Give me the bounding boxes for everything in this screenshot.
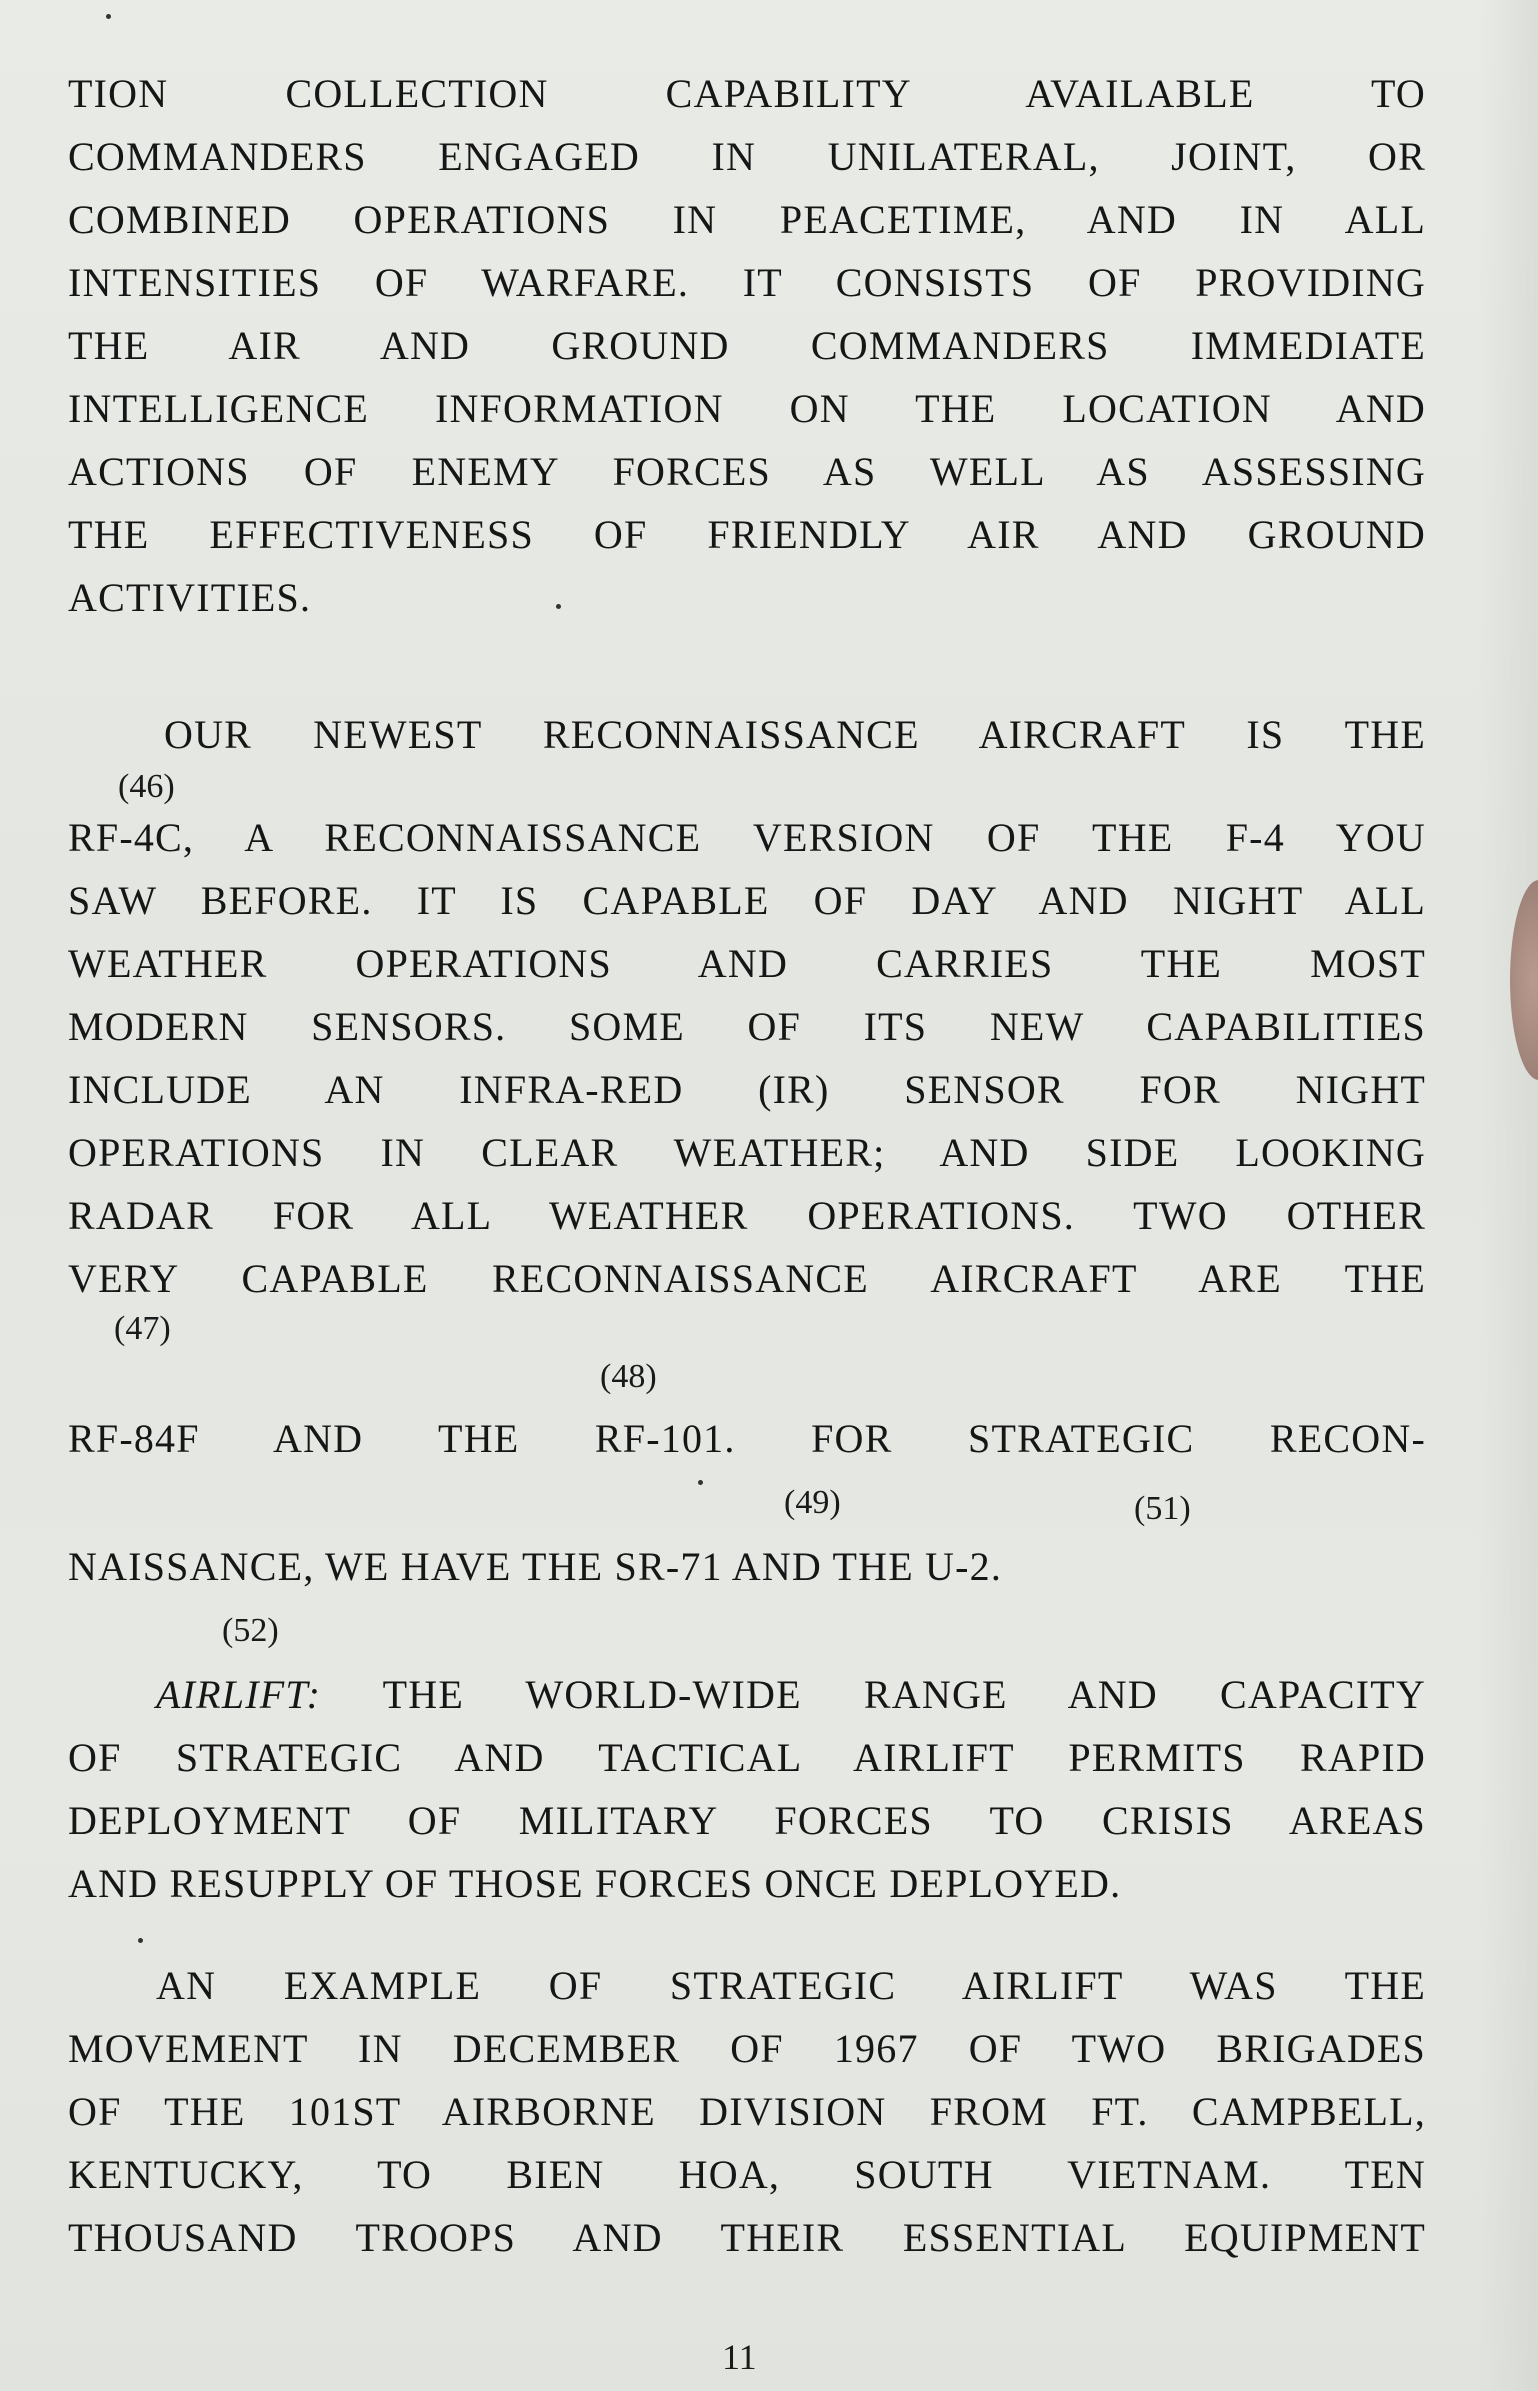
text-line: OF THE 101ST AIRBORNE DIVISION FROM FT. CAMPBELL, — [68, 2089, 1426, 2134]
text-line: OF STRATEGIC AND TACTICAL AIRLIFT PERMITS RAPID — [68, 1735, 1426, 1780]
text-line: RF-84F AND THE RF-101. FOR STRATEGIC RECON- — [68, 1416, 1426, 1461]
paragraph-intelligence — [68, 62, 1426, 629]
text-line: KENTUCKY, TO BIEN HOA, SOUTH VIETNAM. TEN — [68, 2152, 1426, 2197]
reference-number: (48) — [600, 1358, 657, 1395]
text-line: RF-4C, A RECONNAISSANCE VERSION OF THE F-4 YOU — [68, 815, 1426, 860]
page-edge-shadow — [1478, 0, 1538, 2391]
text-line: COMBINED OPERATIONS IN PEACETIME, AND IN ALL — [68, 197, 1426, 242]
text-line: DEPLOYMENT OF MILITARY FORCES TO CRISIS AREAS — [68, 1798, 1426, 1843]
text-line: AND RESUPPLY OF THOSE FORCES ONCE DEPLOYED. — [68, 1861, 1122, 1906]
text-line: ACTIVITIES. — [68, 575, 312, 620]
airlift-heading: AIRLIFT: — [156, 1672, 322, 1717]
text-line: RADAR FOR ALL WEATHER OPERATIONS. TWO OTHER — [68, 1193, 1426, 1238]
text-line: NAISSANCE, WE HAVE THE SR-71 AND THE U-2. — [68, 1544, 1003, 1589]
paragraph-airlift — [68, 1663, 1426, 1915]
paragraph-reconnaissance-line-10 — [68, 1407, 1426, 1470]
text-line: THE AIR AND GROUND COMMANDERS IMMEDIATE — [68, 323, 1426, 368]
print-speck — [138, 1938, 143, 1943]
page-number: 11 — [722, 2337, 757, 2377]
text-line: TION COLLECTION CAPABILITY AVAILABLE TO — [68, 71, 1426, 116]
text-line: VERY CAPABLE RECONNAISSANCE AIRCRAFT ARE THE — [68, 1256, 1426, 1301]
reference-number: (47) — [114, 1310, 171, 1347]
text-line: MODERN SENSORS. SOME OF ITS NEW CAPABILITIES — [68, 1004, 1426, 1049]
print-speck — [698, 1480, 703, 1485]
paragraph-strategic-airlift-example — [68, 1954, 1426, 2269]
text-line — [68, 1663, 1426, 1726]
text-line: THOUSAND TROOPS AND THEIR ESSENTIAL EQUIPMENT — [68, 2215, 1426, 2260]
print-speck — [106, 14, 111, 19]
text-line: AN EXAMPLE OF STRATEGIC AIRLIFT WAS THE — [156, 1963, 1426, 2008]
text-line: SAW BEFORE. IT IS CAPABLE OF DAY AND NIGHT ALL — [68, 878, 1426, 923]
airlift-first-line: THE WORLD-WIDE RANGE AND CAPACITY — [382, 1672, 1426, 1717]
print-speck — [556, 604, 561, 609]
text-line: INTELLIGENCE INFORMATION ON THE LOCATION AND — [68, 386, 1426, 431]
reference-number: (51) — [1134, 1490, 1191, 1527]
text-line: ACTIONS OF ENEMY FORCES AS WELL AS ASSESSING — [68, 449, 1426, 494]
text-line: MOVEMENT IN DECEMBER OF 1967 OF TWO BRIGADES — [68, 2026, 1426, 2071]
reference-number: (52) — [222, 1612, 279, 1649]
paragraph-reconnaissance-body — [68, 806, 1426, 1310]
reference-number: (49) — [784, 1484, 841, 1521]
text-line: INTENSITIES OF WARFARE. IT CONSISTS OF PROVIDING — [68, 260, 1426, 305]
paragraph-reconnaissance-line-11 — [68, 1535, 1426, 1598]
text-line: INCLUDE AN INFRA-RED (IR) SENSOR FOR NIGHT — [68, 1067, 1426, 1112]
text-line: OUR NEWEST RECONNAISSANCE AIRCRAFT IS THE — [164, 712, 1426, 757]
text-line: THE EFFECTIVENESS OF FRIENDLY AIR AND GROUND — [68, 512, 1426, 557]
text-line: COMMANDERS ENGAGED IN UNILATERAL, JOINT, OR — [68, 134, 1426, 179]
paragraph-reconnaissance-line-1 — [68, 703, 1426, 766]
text-line: OPERATIONS IN CLEAR WEATHER; AND SIDE LOOKING — [68, 1130, 1426, 1175]
text-line: WEATHER OPERATIONS AND CARRIES THE MOST — [68, 941, 1426, 986]
reference-number: (46) — [118, 768, 175, 805]
